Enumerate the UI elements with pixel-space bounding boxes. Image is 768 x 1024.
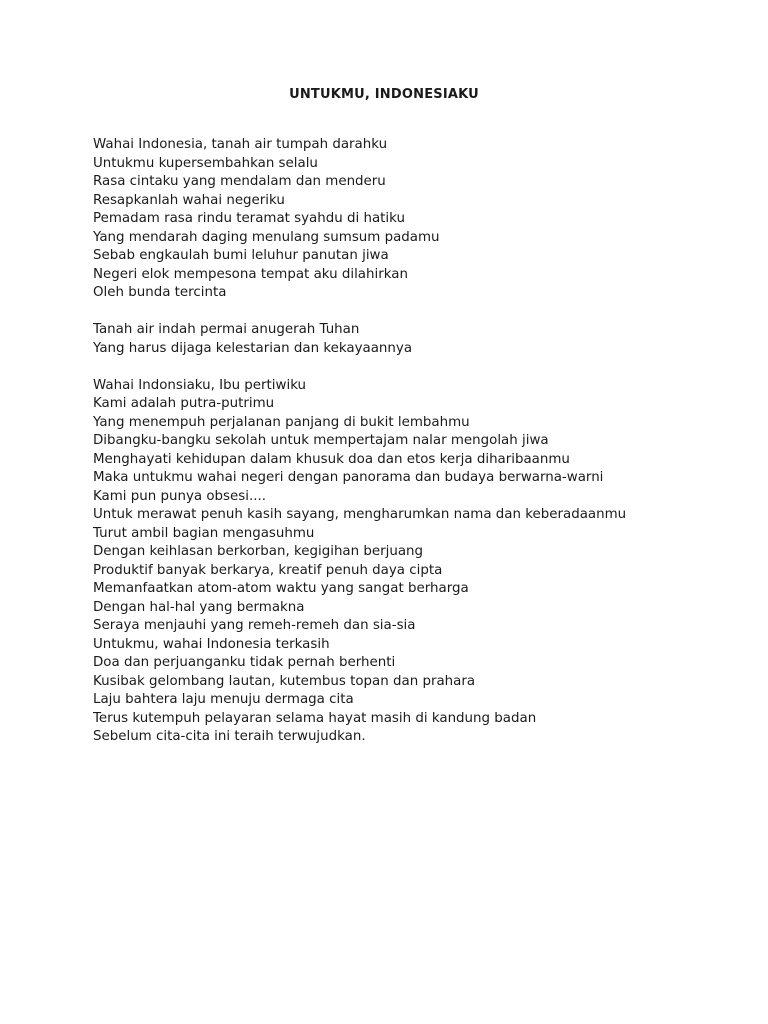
stanza-3 <box>93 377 733 747</box>
poem-line: Untuk merawat penuh kasih sayang, mengharumkan nama dan keberadaanmu <box>93 507 627 522</box>
poem-line: Yang menempuh perjalanan panjang di bukit lembahmu <box>93 414 470 430</box>
poem-body <box>93 136 733 765</box>
stanza-2 <box>93 321 733 358</box>
poem-line: Kami adalah putra-putrimu <box>93 396 275 411</box>
poem-line: Tanah air indah permai anugerah Tuhan <box>93 322 360 337</box>
poem-line: Produktif banyak berkarya, kreatif penuh daya cipta <box>93 562 443 578</box>
poem-line: Untukmu kupersembahkan selalu <box>93 155 318 171</box>
poem-line: Pemadam rasa rindu teramat syahdu di hatiku <box>93 211 405 226</box>
poem-line: Kami pun punya obsesi.... <box>93 488 266 504</box>
poem-line: Yang mendarah daging menulang sumsum padamu <box>93 229 440 245</box>
poem-line: Laju bahtera laju menuju dermaga cita <box>93 692 354 707</box>
poem-line: Kusibak gelombang lautan, kutembus topan dan prahara <box>93 673 476 689</box>
poem-line: Seraya menjauhi yang remeh-remeh dan sia-sia <box>93 618 416 633</box>
poem-line: Sebelum cita-cita ini teraih terwujudkan. <box>93 729 366 744</box>
poem-line: Menghayati kehidupan dalam khusuk doa dan etos kerja diharibaanmu <box>93 451 570 467</box>
poem-line: Dengan keihlasan berkorban, kegigihan berjuang <box>93 544 424 559</box>
stanza-1 <box>93 136 733 303</box>
poem-line: Turut ambil bagian mengasuhmu <box>93 525 315 541</box>
poem-line: Yang harus dijaga kelestarian dan kekayaannya <box>93 340 413 356</box>
poem-line: Wahai Indonesia, tanah air tumpah darahku <box>93 137 388 152</box>
poem-line: Oleh bunda tercinta <box>93 285 227 300</box>
poem-line: Sebab engkaulah bumi leluhur panutan jiwa <box>93 248 389 263</box>
poem-line: Negeri elok mempesona tempat aku dilahirkan <box>93 266 408 282</box>
poem-line: Terus kutempuh pelayaran selama hayat masih di kandung badan <box>93 710 537 726</box>
poem-line: Maka untukmu wahai negeri dengan panorama dan budaya berwarna-warni <box>93 470 604 485</box>
poem-line: Resapkanlah wahai negeriku <box>93 192 285 208</box>
poem-line: Memanfaatkan atom-atom waktu yang sangat berharga <box>93 581 469 596</box>
poem-line: Doa dan perjuanganku tidak pernah berhenti <box>93 655 396 670</box>
poem-line: Dibangku-bangku sekolah untuk mempertajam nalar mengolah jiwa <box>93 433 549 448</box>
poem-line: Untukmu, wahai Indonesia terkasih <box>93 636 330 652</box>
poem-title: UNTUKMU, INDONESIAKU <box>289 87 479 102</box>
poem-line: Wahai Indonsiaku, Ibu pertiwiku <box>93 377 307 393</box>
poem-line: Dengan hal-hal yang bermakna <box>93 599 305 615</box>
poem-line: Rasa cintaku yang mendalam dan menderu <box>93 174 386 189</box>
